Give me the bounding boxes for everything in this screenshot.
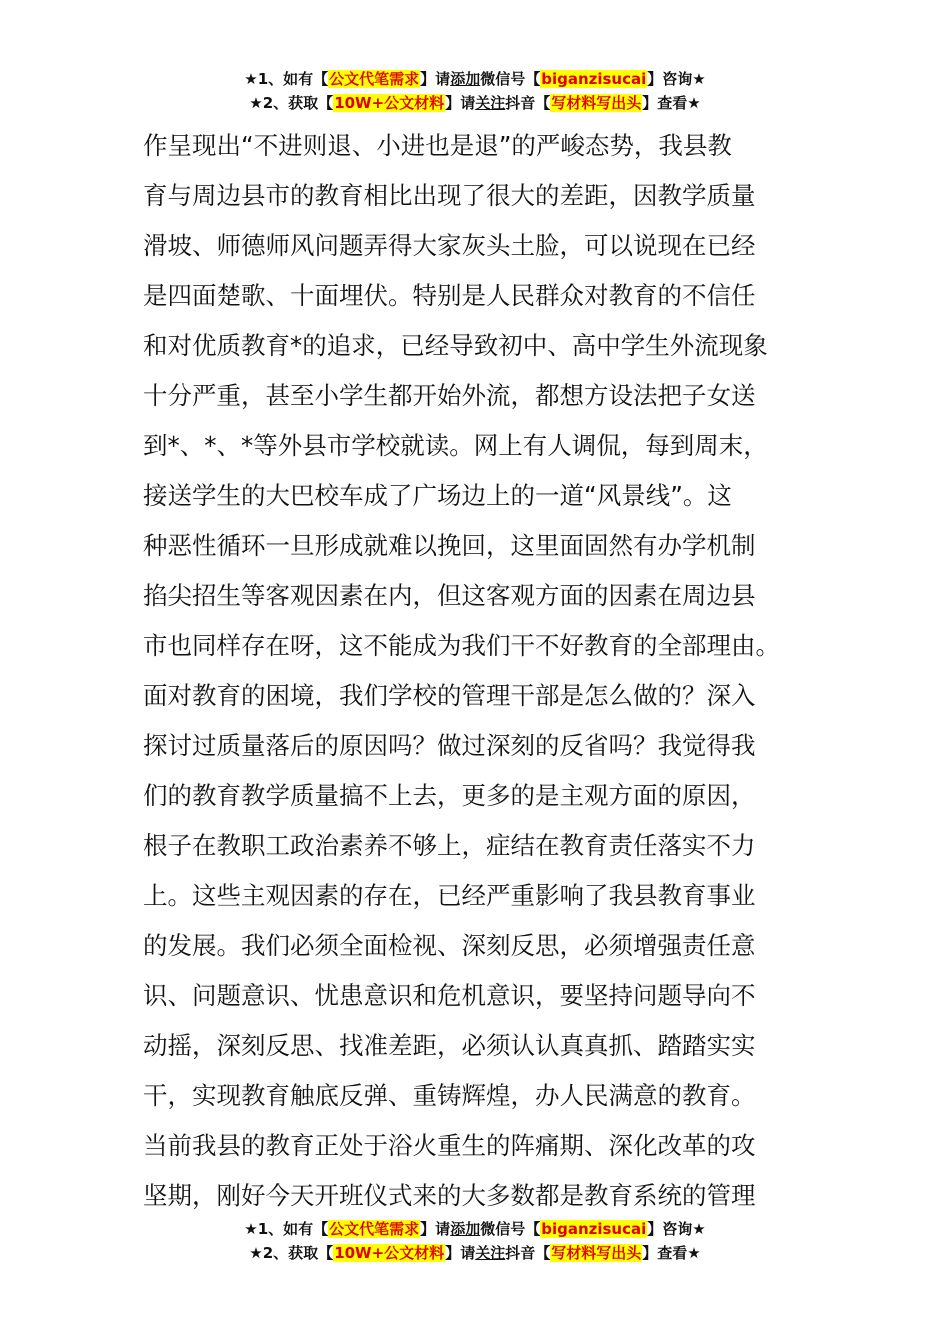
banner-text: 抖音【: [505, 94, 551, 112]
banner-text: 微信号【: [480, 70, 541, 88]
banner-text: 】查看★: [642, 1244, 701, 1262]
banner-underlined-text: 添加: [450, 1220, 481, 1238]
body-line: 面对教育的困境，我们学校的管理干部是怎么做的？深入: [143, 681, 756, 710]
banner-underlined-text: 关注: [475, 94, 506, 112]
banner-text: 】咨询★: [647, 1220, 706, 1238]
body-line: 市也同样存在呀，这不能成为我们干不好教育的全部理由。: [143, 631, 780, 660]
highlight-wechat-id: biganzisucai: [541, 1220, 647, 1238]
header-banner-line-2: [0, 91, 950, 115]
body-line: 接送学生的大巴校车成了广场边上的一道“风景线”。这: [143, 481, 732, 510]
body-line: 干，实现教育触底反弹、重铸辉煌，办人民满意的教育。: [143, 1081, 756, 1110]
banner-text: ★1、如有【: [244, 70, 329, 88]
banner-text: 】请: [445, 1244, 476, 1262]
body-line: 的发展。我们必须全面检视、深刻反思，必须增强责任意: [143, 931, 756, 960]
body-line: 育与周边县市的教育相比出现了很大的差距，因教学质量: [143, 181, 756, 210]
body-line: 种恶性循环一旦形成就难以挽回，这里面固然有办学机制: [143, 531, 756, 560]
body-line: 滑坡、师德师风问题弄得大家灰头土脸，可以说现在已经: [143, 231, 756, 260]
banner-underlined-text: 添加: [450, 70, 481, 88]
document-body: [143, 121, 811, 1221]
header-banner: [0, 67, 950, 115]
highlight-materials: 10W+公文材料: [334, 1244, 445, 1262]
highlight-ghostwriting-service: 公文代笔需求: [329, 1220, 420, 1238]
body-line: 识、问题意识、忧患意识和危机意识，要坚持问题导向不: [143, 981, 756, 1010]
highlight-ghostwriting-service: 公文代笔需求: [329, 70, 420, 88]
body-line: 们的教育教学质量搞不上去，更多的是主观方面的原因，: [143, 781, 756, 810]
body-line: 十分严重，甚至小学生都开始外流，都想方设法把子女送: [143, 381, 756, 410]
banner-text: ★2、获取【: [249, 94, 334, 112]
body-line: 坚期，刚好今天开班仪式来的大多数都是教育系统的管理: [143, 1181, 756, 1210]
highlight-wechat-id: biganzisucai: [541, 70, 647, 88]
body-line: 作呈现出“不进则退、小进也是退”的严峻态势，我县教: [143, 131, 732, 160]
banner-text: 微信号【: [480, 1220, 541, 1238]
body-line: 动摇，深刻反思、找准差距，必须认认真真抓、踏踏实实: [143, 1031, 756, 1060]
body-line: 上。这些主观因素的存在，已经严重影响了我县教育事业: [143, 881, 756, 910]
body-line: 掐尖招生等客观因素在内，但这客观方面的因素在周边县: [143, 581, 756, 610]
banner-text: 抖音【: [505, 1244, 551, 1262]
highlight-douyin-account: 写材料写出头: [551, 94, 642, 112]
footer-banner-line-2: [0, 1241, 950, 1265]
body-line: 当前我县的教育正处于浴火重生的阵痛期、深化改革的攻: [143, 1131, 756, 1160]
banner-text: ★1、如有【: [244, 1220, 329, 1238]
highlight-douyin-account: 写材料写出头: [551, 1244, 642, 1262]
body-line: 探讨过质量落后的原因吗？做过深刻的反省吗？我觉得我: [143, 731, 756, 760]
banner-text: ★2、获取【: [249, 1244, 334, 1262]
body-line: 根子在教职工政治素养不够上，症结在教育责任落实不力: [143, 831, 756, 860]
banner-text: 】查看★: [642, 94, 701, 112]
banner-text: 】请: [420, 70, 451, 88]
highlight-materials: 10W+公文材料: [334, 94, 445, 112]
header-banner-line-1: [0, 67, 950, 91]
banner-text: 】请: [445, 94, 476, 112]
body-line: 是四面楚歌、十面埋伏。特别是人民群众对教育的不信任: [143, 281, 756, 310]
banner-text: 】请: [420, 1220, 451, 1238]
banner-text: 】咨询★: [647, 70, 706, 88]
banner-underlined-text: 关注: [475, 1244, 506, 1262]
footer-banner: [0, 1217, 950, 1265]
body-line: 到*、*、*等外县市学校就读。网上有人调侃，每到周末，: [143, 431, 768, 460]
body-line: 和对优质教育*的追求，已经导致初中、高中学生外流现象: [143, 331, 768, 360]
footer-banner-line-1: [0, 1217, 950, 1241]
